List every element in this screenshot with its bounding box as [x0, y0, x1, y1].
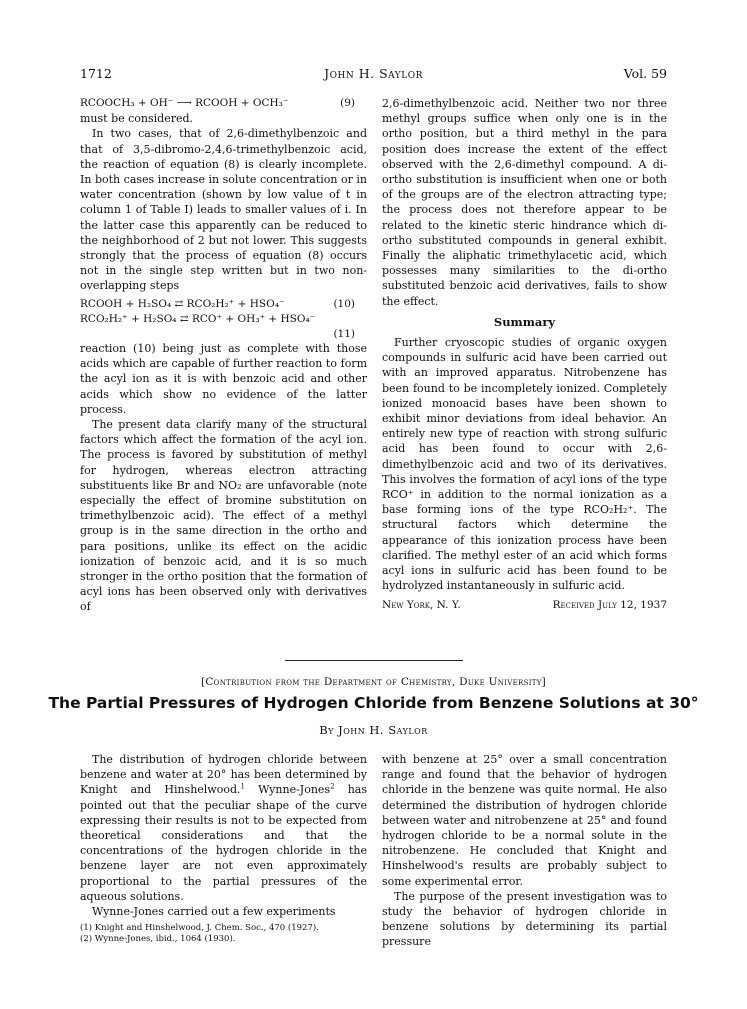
paragraph: The purpose of the present investigation was to study the behavior of hydrogen chloride in benzene solutions by determining its partial pressure: [382, 889, 667, 949]
paragraph: Wynne-Jones carried out a few experiments: [92, 905, 336, 919]
equation-11-number: (11): [333, 328, 355, 340]
contribution-line: [Contribution from the Department of Chemistry, Duke University]: [200, 676, 547, 688]
equation-10: [80, 297, 367, 312]
equation-10-text: RCOOH + H₂SO₄ ⇄ RCO₂H₂⁺ + HSO₄⁻: [80, 297, 285, 310]
equation-10-number: (10): [333, 297, 355, 310]
article-title: The Partial Pressures of Hydrogen Chloride from Benzene Solutions at 30°: [48, 694, 699, 712]
equation-9-text: RCOOCH₃ + OH⁻ ⟶ RCOOH + OCH₃⁻: [80, 97, 289, 109]
footnote-1: (1) Knight and Hinshelwood, J. Chem. Soc., 470 (1927).: [80, 923, 319, 934]
running-head: [80, 66, 667, 82]
text-run: Wynne-Jones: [244, 783, 331, 797]
footnote-2: (2) Wynne-Jones, ibid., 1064 (1930).: [80, 934, 236, 945]
location: New York, N. Y.: [382, 598, 461, 611]
summary-paragraph: Further cryoscopic studies of organic oxygen compounds in sulfuric acid have been carried out with an improved apparatus. Nitrobenzene has been found to be incompletely ionized. Completely ionized monoacid bases have been shown to exhibit minor deviations from ideal behavior. An entirely new type of reaction with strong sulfuric acid has been found to occur with 2,6-dimethylbenzoic acid and two of its derivatives. This involves the formation of acyl ions of the type RCO⁺ in addition to the normal ionization as a base forming ions of the type RCO₂H₂⁺. The structural factors which determine the appearance of this ionization process have been clarified. The methyl ester of an acid which forms acyl ions in sulfuric acid has been found to be hydrolyzed instantaneously in sulfuric acid.: [382, 336, 667, 593]
received-date: Received July 12, 1937: [552, 598, 667, 611]
byline: By John H. Saylor: [319, 723, 428, 737]
summary-heading: Summary: [493, 314, 556, 329]
paragraph: In two cases, that of 2,6-dimethylbenzoic and that of 3,5-dibromo-2,4,6-trimethylbenzoic acid, the reaction of equation (8) is clearly incomplete. In both cases increase in solute concentration or in water concentration (shown by low value of t in column 1 of Table I) leads to smaller values of i. In the latter case this apparently can be reduced to the neighborhood of 2 but not lower. This suggests strongly that the process of equation (8) occurs not in the single step written but in two non-overlapping steps: [80, 127, 367, 293]
top-left-column: [80, 96, 367, 615]
text-run: has pointed out that the peculiar shape of the curve expressing their results is not to be expected from theoretical considerations and that the concentrations of the hydrogen chloride in the benzene layer are not even approximately proportional to the partial pressures of the aqueous solutions.: [80, 783, 367, 903]
footnote-ref-1: 1: [240, 782, 245, 791]
paragraph: reaction (10) being just as complete with those acids which are capable of further reaction to form the acyl ion as it is with benzoic acid and other acids which show no evidence of the latter process.: [80, 342, 367, 416]
equation-11-text: RCO₂H₂⁺ + H₂SO₄ ⇄ RCO⁺ + OH₃⁺ + HSO₄⁻: [80, 312, 316, 325]
equation-9: [80, 96, 367, 111]
page-number: 1712: [80, 66, 112, 81]
paragraph: must be considered.: [80, 112, 194, 126]
paragraph: 2,6-dimethylbenzoic acid. Neither two nor three methyl groups suffice when only one is in the ortho position, but a third methyl in the para position does increase the extent of the effect observed with the 2,6-dimethyl compound. A di-ortho substitution is insufficient when one or both of the groups are of the electron attracting type; the process does not therefore appear to be related to the kinetic steric hindrance which di-ortho substituted compounds in general exhibit. Finally the aliphatic trimethylacetic acid, which possesses many similarities to the di-ortho substituted benzoic acid derivatives, fails to show the effect.: [382, 97, 667, 308]
footnote-ref-2: 2: [330, 782, 335, 791]
equation-9-number: (9): [340, 97, 355, 109]
bottom-left-column: [80, 752, 367, 945]
equation-11: [80, 312, 367, 327]
volume-number: Vol. 59: [623, 66, 667, 81]
text-run: The distribution of hydrogen chloride between benzene and water at 20° has been determined by Knight and Hinshelwood.: [80, 753, 367, 797]
running-head-author: John H. Saylor: [324, 66, 423, 81]
section-divider: [285, 660, 463, 661]
paragraph: [80, 752, 367, 904]
paragraph: The present data clarify many of the structural factors which affect the formation of the acyl ion. The process is favored by substitution of methyl for hydrogen, whereas electron attracting substituents like Br and NO₂ are unfavorable (note especially the effect of bromine substitution on trimethylbenzoic acid). The effect of a methyl group is in the same direction in the ortho and para positions, unlike its effect on the acidic ionization of benzoic acid, and it is so much stronger in the ortho position that the formation of acyl ions has been observed only with derivatives of: [80, 418, 367, 614]
footnotes: [80, 923, 367, 945]
paragraph: with benzene at 25° over a small concentration range and found that the behavior of hydrogen chloride in the benzene was quite normal. He also determined the distribution of hydrogen chloride between water and nitrobenzene at 25° and found hydrogen chloride to be a normal solute in the nitrobenzene. He concluded that Knight and Hinshelwood's results are probably subject to some experimental error.: [382, 753, 667, 888]
dateline: [382, 598, 667, 614]
bottom-right-column: [382, 752, 667, 950]
top-right-column: [382, 96, 667, 614]
